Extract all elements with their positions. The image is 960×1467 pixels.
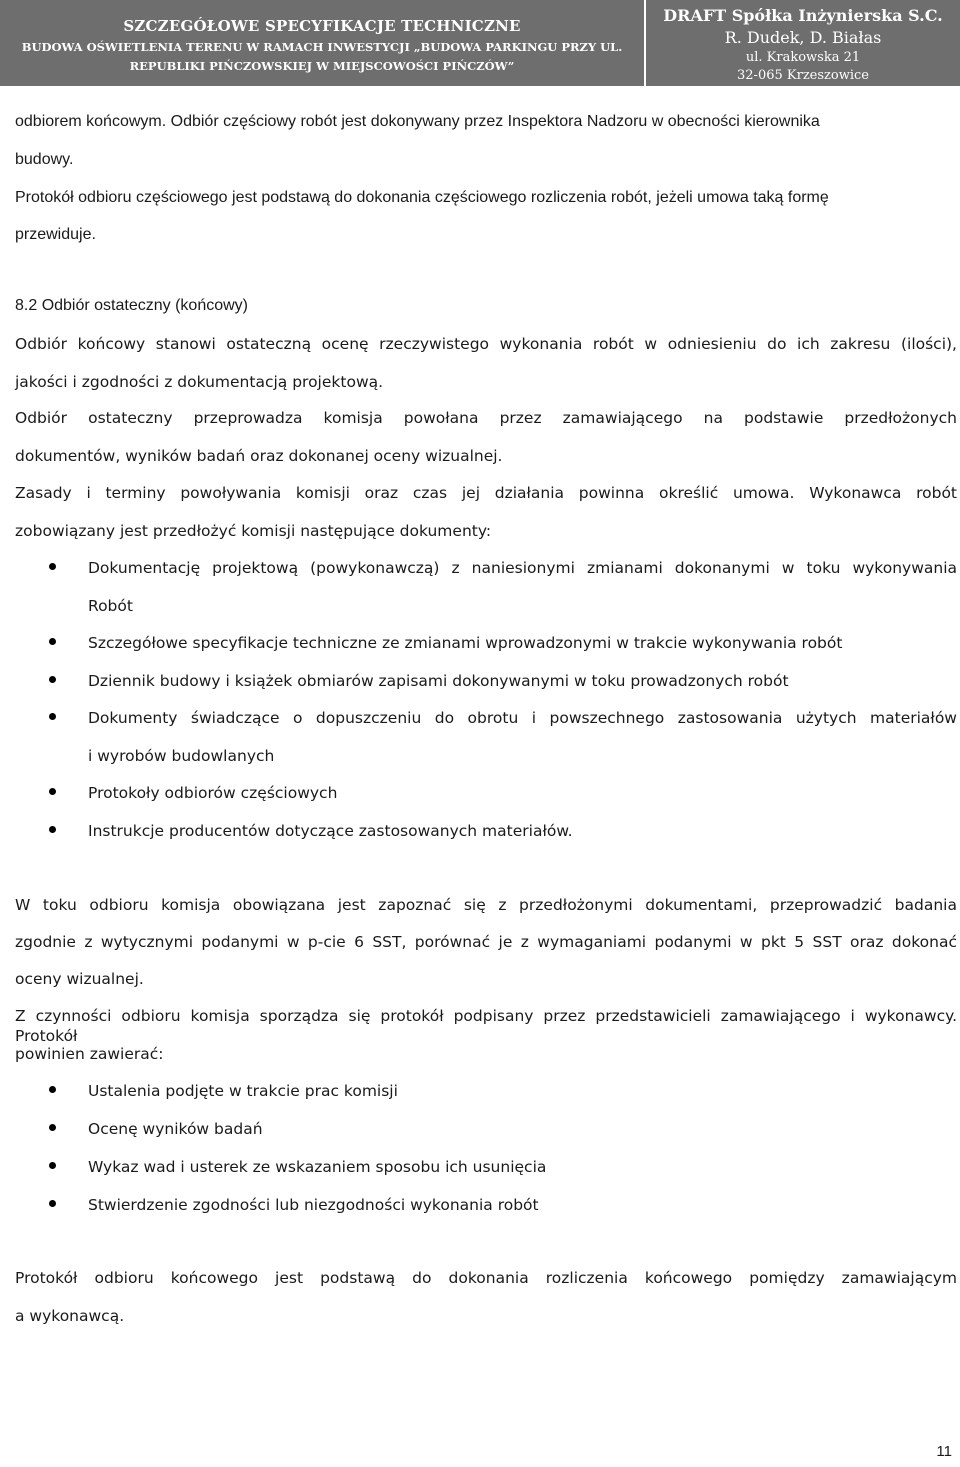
bullet-icon	[49, 563, 56, 570]
paragraph-line: budowy.	[15, 151, 74, 168]
bullet-icon	[49, 788, 56, 795]
bullet-icon	[49, 676, 56, 683]
page-number: 11	[936, 1443, 952, 1460]
list-item: Protokoły odbiorów częściowych	[88, 784, 338, 802]
header-company-info	[646, 0, 960, 86]
paragraph-line: zgodnie z wytycznymi podanymi w p-cie 6 SST, porównać je z wymaganiami podanymi w pkt 5 SST oraz dokonać	[15, 933, 957, 951]
section-heading: 8.2 Odbiór ostateczny (końcowy)	[15, 297, 248, 314]
company-authors: R. Dudek, D. Białas	[724, 28, 882, 47]
company-name: DRAFT Spółka Inżynierska S.C.	[663, 6, 943, 25]
list-item: Instrukcje producentów dotyczące zastosowanych materiałów.	[88, 822, 573, 840]
bullet-icon	[49, 638, 56, 645]
bullet-icon	[49, 1162, 56, 1169]
document-title: SZCZEGÓŁOWE SPECYFIKACJE TECHNICZNE	[123, 17, 521, 35]
bullet-icon	[49, 1124, 56, 1131]
list-item: Wykaz wad i usterek ze wskazaniem sposobu ich usunięcia	[88, 1158, 547, 1176]
bullet-icon	[49, 1086, 56, 1093]
paragraph-line: odbiorem końcowym. Odbiór częściowy robót jest dokonywany przez Inspektora Nadzoru w obecności kierownika	[15, 113, 820, 130]
paragraph-line: przewiduje.	[15, 226, 96, 243]
paragraph-line: W toku odbioru komisja obowiązana jest zapoznać się z przedłożonymi dokumentami, przeprowadzić badania	[15, 896, 957, 914]
list-item: Ustalenia podjęte w trakcie prac komisji	[88, 1082, 398, 1100]
company-city: 32-065 Krzeszowice	[737, 68, 869, 83]
paragraph-line: oceny wizualnej.	[15, 970, 144, 988]
paragraph-line: jakości i zgodności z dokumentacją projektową.	[15, 373, 384, 391]
paragraph-line: powinien zawierać:	[15, 1045, 164, 1063]
bullet-icon	[49, 826, 56, 833]
project-name-line-1: BUDOWA OŚWIETLENIA TERENU W RAMACH INWESTYCJI „BUDOWA PARKINGU PRZY UL.	[21, 40, 623, 54]
header-document-info	[0, 0, 646, 86]
paragraph-line: Odbiór końcowy stanowi ostateczną ocenę rzeczywistego wykonania robót w odniesieniu do ich zakresu (ilości),	[15, 335, 957, 353]
paragraph-line: Z czynności odbioru komisja sporządza się protokół podpisany przez przedstawicieli zamawiającego i wykonawcy. Protokół	[15, 1007, 957, 1045]
project-name-line-2: REPUBLIKI PIŃCZOWSKIEJ W MIEJSCOWOŚCI PIŃCZÓW”	[129, 59, 515, 73]
list-item-continuation: i wyrobów budowlanych	[88, 747, 275, 765]
bullet-icon	[49, 1200, 56, 1207]
list-item: Dziennik budowy i książek obmiarów zapisami dokonywanymi w toku prowadzonych robót	[88, 672, 789, 690]
company-street: ul. Krakowska 21	[745, 50, 861, 65]
paragraph-line: Protokół odbioru częściowego jest podstawą do dokonania częściowego rozliczenia robót, jeżeli umowa taką formę	[15, 189, 829, 206]
list-item: Ocenę wyników badań	[88, 1120, 263, 1138]
list-item: Dokumentację projektową (powykonawczą) z naniesionymi zmianami dokonanymi w toku wykonywania	[88, 559, 957, 577]
bullet-icon	[49, 713, 56, 720]
paragraph-line: Protokół odbioru końcowego jest podstawą do dokonania rozliczenia końcowego pomiędzy zamawiającym	[15, 1269, 957, 1287]
list-item: Stwierdzenie zgodności lub niezgodności wykonania robót	[88, 1196, 539, 1214]
list-item-continuation: Robót	[88, 597, 133, 615]
paragraph-line: a wykonawcą.	[15, 1307, 125, 1325]
list-item: Szczegółowe specyfikacje techniczne ze zmianami wprowadzonymi w trakcie wykonywania robót	[88, 634, 843, 652]
page-header	[0, 0, 960, 86]
paragraph-line: dokumentów, wyników badań oraz dokonanej oceny wizualnej.	[15, 447, 503, 465]
list-item: Dokumenty świadczące o dopuszczeniu do obrotu i powszechnego zastosowania użytych materiałów	[88, 709, 957, 727]
paragraph-line: Odbiór ostateczny przeprowadza komisja powołana przez zamawiającego na podstawie przedłożonych	[15, 409, 957, 427]
paragraph-line: Zasady i terminy powoływania komisji oraz czas jej działania powinna określić umowa. Wykonawca robót	[15, 484, 957, 502]
paragraph-line: zobowiązany jest przedłożyć komisji następujące dokumenty:	[15, 522, 492, 540]
